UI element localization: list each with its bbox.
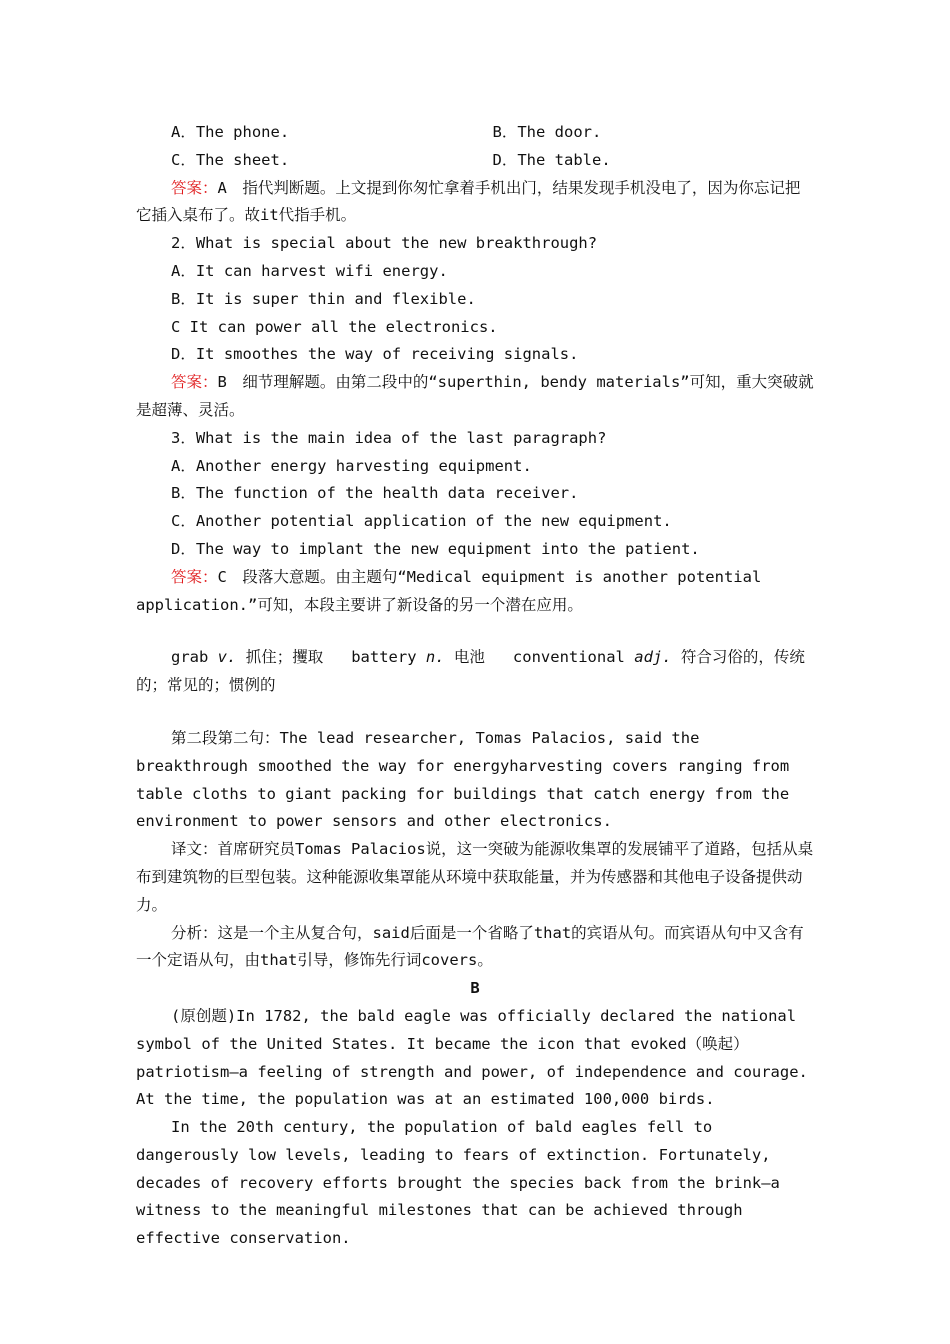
q2-answer-text: B 细节理解题。由第二段中的“superthin, bendy materials”可知，重大突破就是超薄、灵活。 [136, 373, 814, 419]
q3-option-c: C．Another potential application of the new equipment. [171, 512, 672, 531]
q3-option-b: B．The function of the health data receiver. [171, 484, 579, 503]
sentence-translation: 译文：首席研究员Tomas Palacios说，这一突破为能源收集罩的发展铺平了道路，包括从桌布到建筑物的巨型包装。这种能源收集罩能从环境中获取能量，并为传感器和其他电子设备提供动力。 [136, 840, 814, 914]
q3-answer [136, 564, 814, 620]
q2-option-c: C It can power all the electronics. [171, 317, 498, 336]
vocab-pos-grab: v. [217, 648, 237, 667]
document-content [136, 119, 818, 1253]
q2-answer-label: 答案： [171, 373, 218, 392]
q1-option-c: C．The sheet. [171, 150, 290, 169]
vocab-word-grab: grab [171, 648, 209, 667]
q1-answer [136, 175, 814, 231]
q3-question: 3．What is the main idea of the last paragraph? [171, 428, 607, 447]
q3-answer-label: 答案： [171, 567, 218, 586]
sentence-grammar-analysis: 分析：这是一个主从复合句，said后面是一个省略了that的宾语从句。而宾语从句中又含有一个定语从句，由that引导，修饰先行词covers。 [136, 923, 804, 970]
vocab-word-battery: battery [351, 648, 417, 667]
q1-option-b: B．The door. [492, 123, 602, 141]
q2-option-d: D．It smoothes the way of receiving signals. [171, 345, 579, 364]
q2-option-a: A．It can harvest wifi energy. [171, 261, 448, 280]
vocab-meaning-grab: 抓住；攫取 [245, 648, 324, 667]
vocab-pos-conventional: adj. [634, 648, 672, 667]
spacer [136, 700, 814, 725]
q1-option-a: A．The phone. [171, 123, 290, 141]
section-b-heading: B [470, 979, 480, 998]
q1-options-row-2 [136, 147, 814, 175]
passage-b-paragraph-2: In the 20th century, the population of bald eagles fell to dangerously low levels, leading to fears of extinction. Fortunately, decades of recovery efforts brought the species back from the brink—a witness to the meaningful milestones that can be achieved through effective conservation. [136, 1118, 790, 1248]
q1-answer-label: 答案： [171, 178, 218, 197]
q2-answer [136, 369, 814, 425]
spacer [136, 619, 814, 644]
q2-question: 2．What is special about the new breakthrough? [171, 234, 598, 253]
vocab-pos-battery: n. [425, 648, 445, 667]
vocab-meaning-battery: 电池 [453, 648, 485, 667]
sentence-analysis-text: 第二段第二句：The lead researcher, Tomas Palacios, said the breakthrough smoothed the way for energyharvesting covers ranging from table cloths to giant packing for buildings that catch energy from the environment to power sensors and other electronics. [136, 728, 799, 831]
passage-b-paragraph-1: (原创题)In 1782, the bald eagle was officially declared the national symbol of the United States. It became the icon that evoked（唤起）patriotism—a feeling of strength and power, of independence and courage. At the time, the population was at an estimated 100,000 birds. [136, 1006, 818, 1109]
vocab-word-conventional: conventional [512, 648, 625, 667]
q1-answer-text: A 指代判断题。上文提到你匆忙拿着手机出门，结果发现手机没电了，因为你忘记把它插入桌布了。故it代指手机。 [136, 178, 801, 225]
q2-option-b: B．It is super thin and flexible. [171, 289, 476, 308]
q3-option-a: A．Another energy harvesting equipment. [171, 456, 532, 475]
vocab-meaning-conventional: 符合习俗的，传统的；常见的；惯例的 [136, 648, 805, 695]
q1-options-row-1 [136, 119, 814, 147]
q3-answer-text: C 段落大意题。由主题句“Medical equipment is another potential application.”可知，本段主要讲了新设备的另一个潜在应用。 [136, 567, 771, 614]
vocabulary-line [136, 644, 814, 700]
q3-option-d: D．The way to implant the new equipment into the patient. [171, 539, 700, 558]
q1-option-d: D．The table. [492, 150, 611, 169]
